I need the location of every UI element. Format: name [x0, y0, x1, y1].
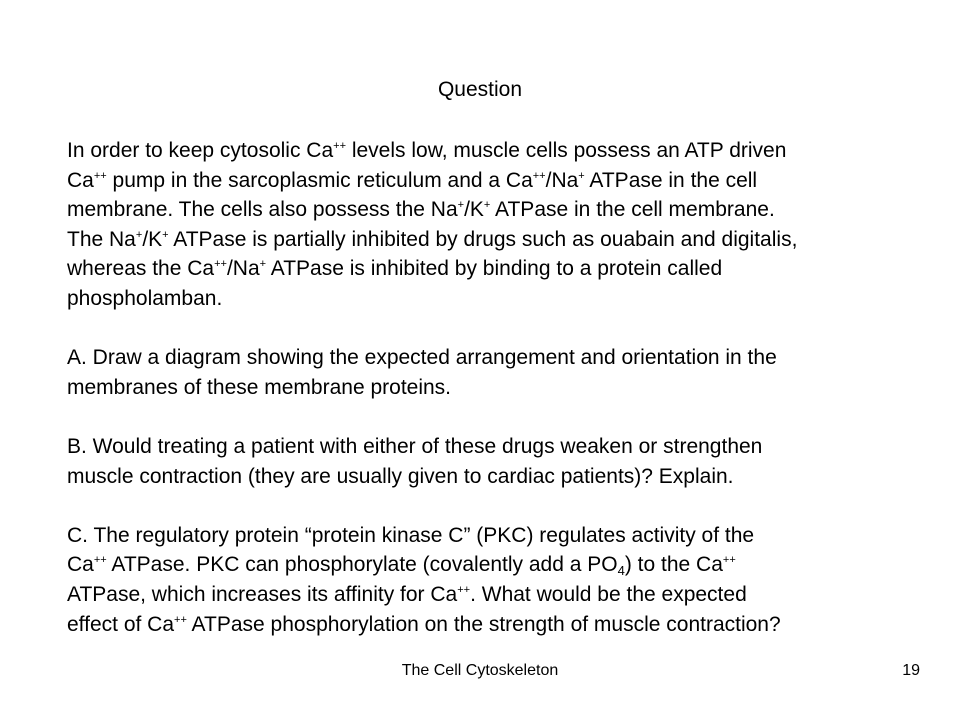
part-c-paragraph [67, 521, 917, 639]
page-number: 19 [902, 662, 920, 679]
part-c-line: Ca++ ATPase. PKC can phosphorylate (covalently add a $PO_4$) to the Ca++ [67, 553, 736, 579]
intro-line: membrane. The cells also possess the Na+/K+ ATPase in the cell membrane. [67, 198, 775, 222]
intro-line: Ca++ pump in the sarcoplasmic reticulum and a Ca++/Na+ ATPase in the cell [67, 168, 758, 192]
intro-line: The Na+/K+ ATPase is partially inhibited by drugs such as ouabain and digitalis, [67, 227, 798, 251]
part-b-line: muscle contraction (they are usually given to cardiac patients)? Explain. [67, 464, 734, 488]
intro-line: In order to keep cytosolic Ca++ levels low, muscle cells possess an ATP driven [67, 139, 787, 162]
footer-title: The Cell Cytoskeleton [401, 662, 559, 679]
part-c-line: C. The regulatory protein “protein kinase C” (PKC) regulates activity of the [67, 523, 755, 547]
part-c-line: effect of Ca++ ATPase phosphorylation on the strength of muscle contraction? [67, 612, 781, 636]
intro-line: phospholamban. [67, 286, 223, 310]
question-body [67, 136, 917, 639]
part-b-line: B. Would treating a patient with either of these drugs weaken or strengthen [67, 434, 763, 458]
slide-title: Question [437, 78, 523, 101]
part-a-line: membranes of these membrane proteins. [67, 375, 452, 399]
part-c-line: ATPase, which increases its affinity for Ca++. What would be the expected [67, 582, 747, 606]
part-a-paragraph [67, 343, 917, 402]
intro-line: whereas the Ca++/Na+ ATPase is inhibited by binding to a protein called [67, 257, 723, 281]
part-b-paragraph [67, 432, 917, 491]
intro-paragraph [67, 136, 917, 314]
part-a-line: A. Draw a diagram showing the expected arrangement and orientation in the [67, 346, 777, 370]
